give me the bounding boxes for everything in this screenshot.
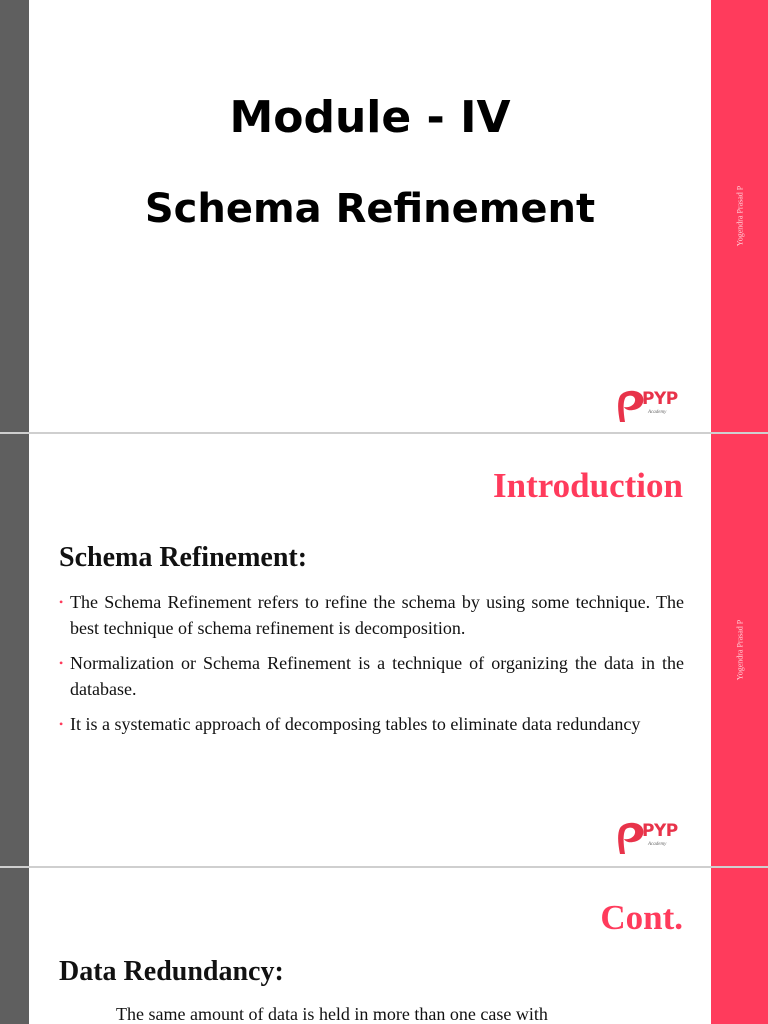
bullet-item — [59, 712, 684, 738]
bullet-marker: • — [59, 595, 64, 609]
slide-heading: Introduction — [493, 466, 683, 505]
paragraph-text: The same amount of data is held in more than one case with — [116, 1004, 548, 1024]
bullet-marker: • — [59, 717, 64, 731]
pyp-logo — [614, 820, 688, 856]
bullet-item — [59, 590, 684, 641]
right-accent-bar — [711, 0, 768, 432]
left-accent-bar — [0, 434, 29, 866]
logo-text: PYP — [642, 821, 678, 841]
logo-tagline: Academy — [648, 842, 667, 847]
slide-title — [0, 0, 768, 432]
author-vertical-label: Yogendra Prasad P — [735, 185, 744, 247]
section-title: Data Redundancy: — [59, 956, 284, 987]
left-accent-bar — [0, 0, 29, 432]
bullet-marker: • — [59, 656, 64, 670]
module-subtitle: Schema Refinement — [144, 186, 596, 232]
bullet-text: The Schema Refinement refers to refine the schema by using some technique. The best technique of schema refinement is decomposition. — [70, 592, 684, 638]
slide-heading: Cont. — [600, 898, 683, 937]
logo-text: PYP — [642, 389, 678, 409]
module-title: Module - IV — [229, 92, 511, 143]
right-accent-bar — [711, 868, 768, 1024]
bullet-list — [59, 590, 684, 748]
logo-tagline: Academy — [648, 410, 667, 415]
pyp-logo — [614, 388, 688, 424]
bullet-item — [59, 651, 684, 702]
slide-introduction — [0, 434, 768, 866]
section-title: Schema Refinement: — [59, 542, 308, 573]
author-vertical-label: Yogendra Prasad P — [735, 619, 744, 681]
right-accent-bar — [711, 434, 768, 866]
left-accent-bar — [0, 868, 29, 1024]
bullet-text: Normalization or Schema Refinement is a technique of organizing the data in the database. — [70, 653, 684, 699]
bullet-text: It is a systematic approach of decomposing tables to eliminate data redundancy — [70, 714, 641, 734]
slide-cont — [0, 868, 768, 1024]
